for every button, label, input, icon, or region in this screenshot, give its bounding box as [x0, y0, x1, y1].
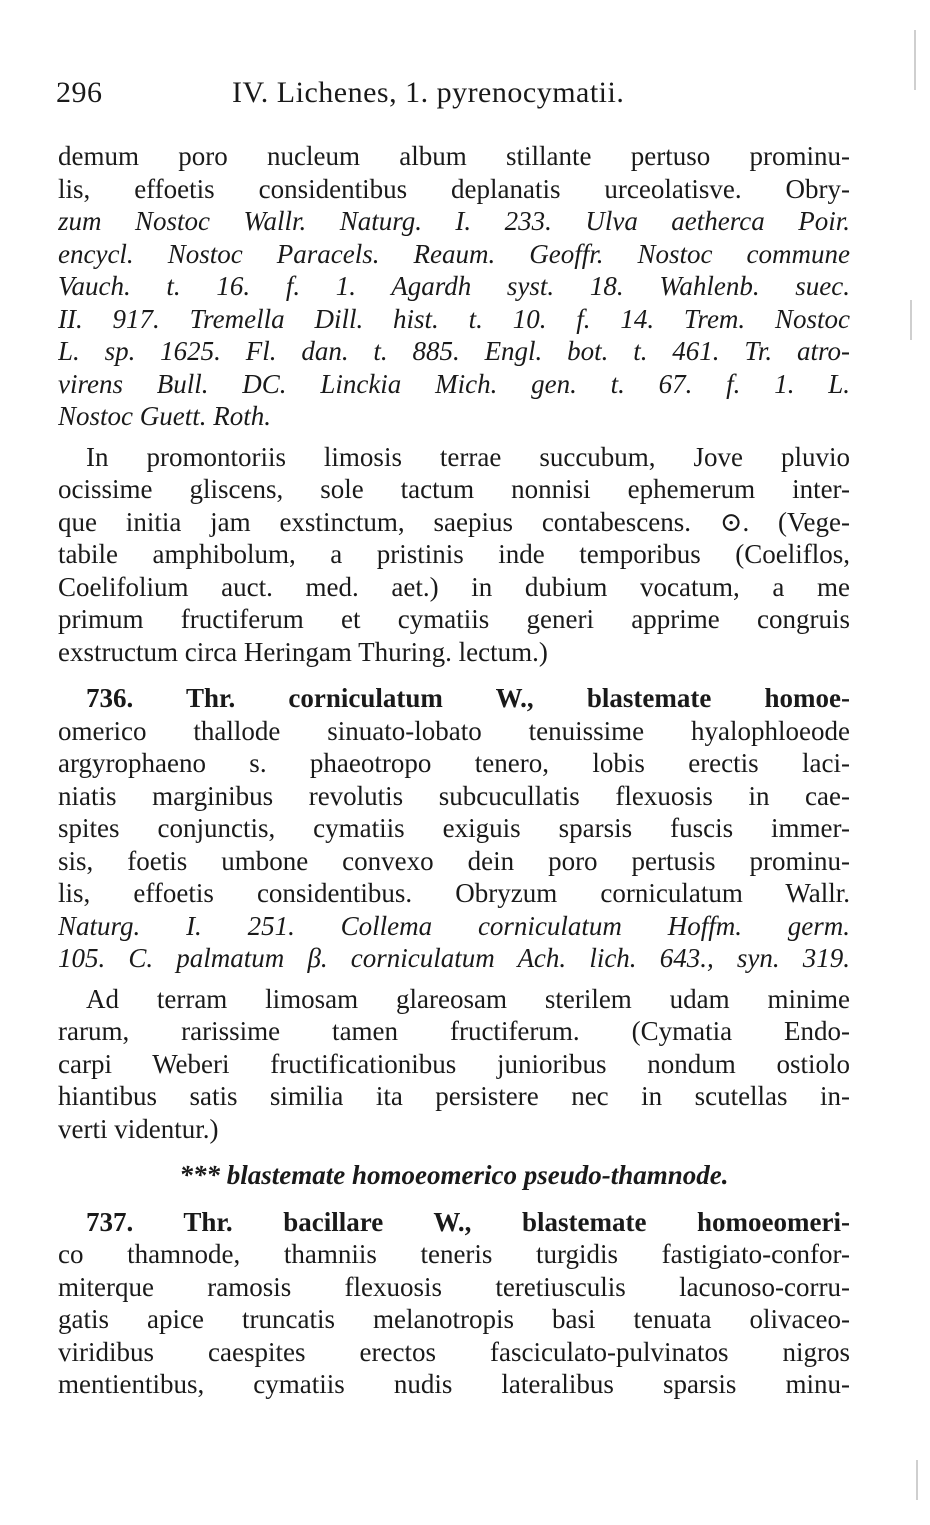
- text-line: demum poro nucleum album stillante pertuso prominu-: [58, 141, 850, 171]
- text-line: sis, foetis umbone convexo dein poro pertusis prominu-: [58, 845, 850, 876]
- text-line: ocissime gliscens, sole tactum nonnisi ephemerum inter-: [58, 474, 850, 504]
- text-line: exstructum circa Heringam Thuring. lectum.): [58, 636, 548, 667]
- scan-edge-mark: [914, 30, 916, 90]
- text-line: Ad terram limosam glareosam sterilem udam minime: [86, 983, 850, 1014]
- text-line: primum fructiferum et cymatiis generi apprime congruis: [58, 604, 850, 634]
- text-line: Coelifolium auct. med. aet.) in dubium vocatum, a me: [58, 571, 850, 602]
- text-line: tabile amphibolum, a pristinis inde temporibus (Coeliflos,: [58, 539, 850, 569]
- text-line: co thamnode, thamniis teneris turgidis fastigiato-confor-: [58, 1239, 850, 1269]
- text-line: verti videntur.): [58, 1113, 219, 1144]
- text-line: argyrophaeno s. phaeotropo tenero, lobis erectis laci-: [58, 748, 850, 778]
- running-header: [56, 76, 856, 116]
- text-line: lis, effoetis considentibus deplanatis urceolatisve. Obry-: [58, 173, 850, 204]
- text-line: mentientibus, cymatiis nudis lateralibus sparsis minu-: [58, 1369, 850, 1399]
- text-line: In promontoriis limosis terrae succubum, Jove pluvio: [86, 441, 850, 472]
- paragraph-synonymy-735: [58, 140, 850, 433]
- text-line: viridibus caespites erectos fasciculato-pulvinatos nigros: [58, 1336, 850, 1367]
- page-body: [58, 140, 850, 1401]
- scan-edge-mark: [910, 300, 912, 340]
- text-line: carpi Weberi fructificationibus junioribus nondum ostiolo: [58, 1048, 850, 1079]
- text-line: spites conjunctis, cymatiis exiguis sparsis fuscis immer-: [58, 813, 850, 843]
- entry-737-bacillare: [58, 1206, 850, 1401]
- page-number: 296: [56, 76, 103, 109]
- subsection-title: *** blastemate homoeomerico pseudo-thamnode.: [179, 1160, 729, 1190]
- text-line: zum Nostoc Wallr. Naturg. I. 233. Ulva aetherca Poir.: [58, 206, 850, 236]
- text-line: Nostoc Guett. Roth.: [58, 401, 271, 431]
- section-heading: [58, 1159, 850, 1192]
- text-line: omerico thallode sinuato-lobato tenuissime hyalophloeode: [58, 715, 850, 746]
- text-line: lis, effoetis considentibus. Obryzum corniculatum Wallr.: [58, 878, 850, 908]
- text-line: Vauch. t. 16. f. 1. Agardh syst. 18. Wahlenb. suec.: [58, 271, 850, 301]
- running-title: IV. Lichenes, 1. pyrenocymatii.: [232, 76, 625, 109]
- text-line: II. 917. Tremella Dill. hist. t. 10. f. 14. Trem. Nostoc: [58, 303, 850, 334]
- text-line: gatis apice truncatis melanotropis basi tenuata olivaceo-: [58, 1304, 850, 1334]
- text-line: rarum, rarissime tamen fructiferum. (Cymatia Endo-: [58, 1016, 850, 1046]
- text-line: niatis marginibus revolutis subcucullatis flexuosis in cae-: [58, 780, 850, 811]
- text-line: que initia jam exstinctum, saepius contabescens. ⊙. (Vege-: [58, 506, 850, 537]
- text-line: miterque ramosis flexuosis teretiusculis lacunoso-corru-: [58, 1271, 850, 1302]
- text-line: encycl. Nostoc Paracels. Reaum. Geoffr. Nostoc commune: [58, 238, 850, 269]
- entry-heading-line: 737. Thr. bacillare W., blastemate homoeomeri-: [86, 1206, 850, 1237]
- scan-edge-mark: [916, 1460, 918, 1500]
- entry-heading-line: 736. Thr. corniculatum W., blastemate homoe-: [86, 683, 850, 713]
- text-line: 105. C. palmatum β. corniculatum Ach. lich. 643., syn. 319.: [58, 943, 850, 973]
- entry-736-corniculatum: [58, 682, 850, 975]
- text-line: hiantibus satis similia ita persistere nec in scutellas in-: [58, 1081, 850, 1111]
- text-line: Naturg. I. 251. Collema corniculatum Hoffm. germ.: [58, 910, 850, 941]
- text-line: virens Bull. DC. Linckia Mich. gen. t. 67. f. 1. L.: [58, 368, 850, 399]
- paragraph-habitat-735: [58, 441, 850, 669]
- paragraph-habitat-736: [58, 983, 850, 1146]
- text-line: L. sp. 1625. Fl. dan. t. 885. Engl. bot. t. 461. Tr. atro-: [58, 336, 850, 366]
